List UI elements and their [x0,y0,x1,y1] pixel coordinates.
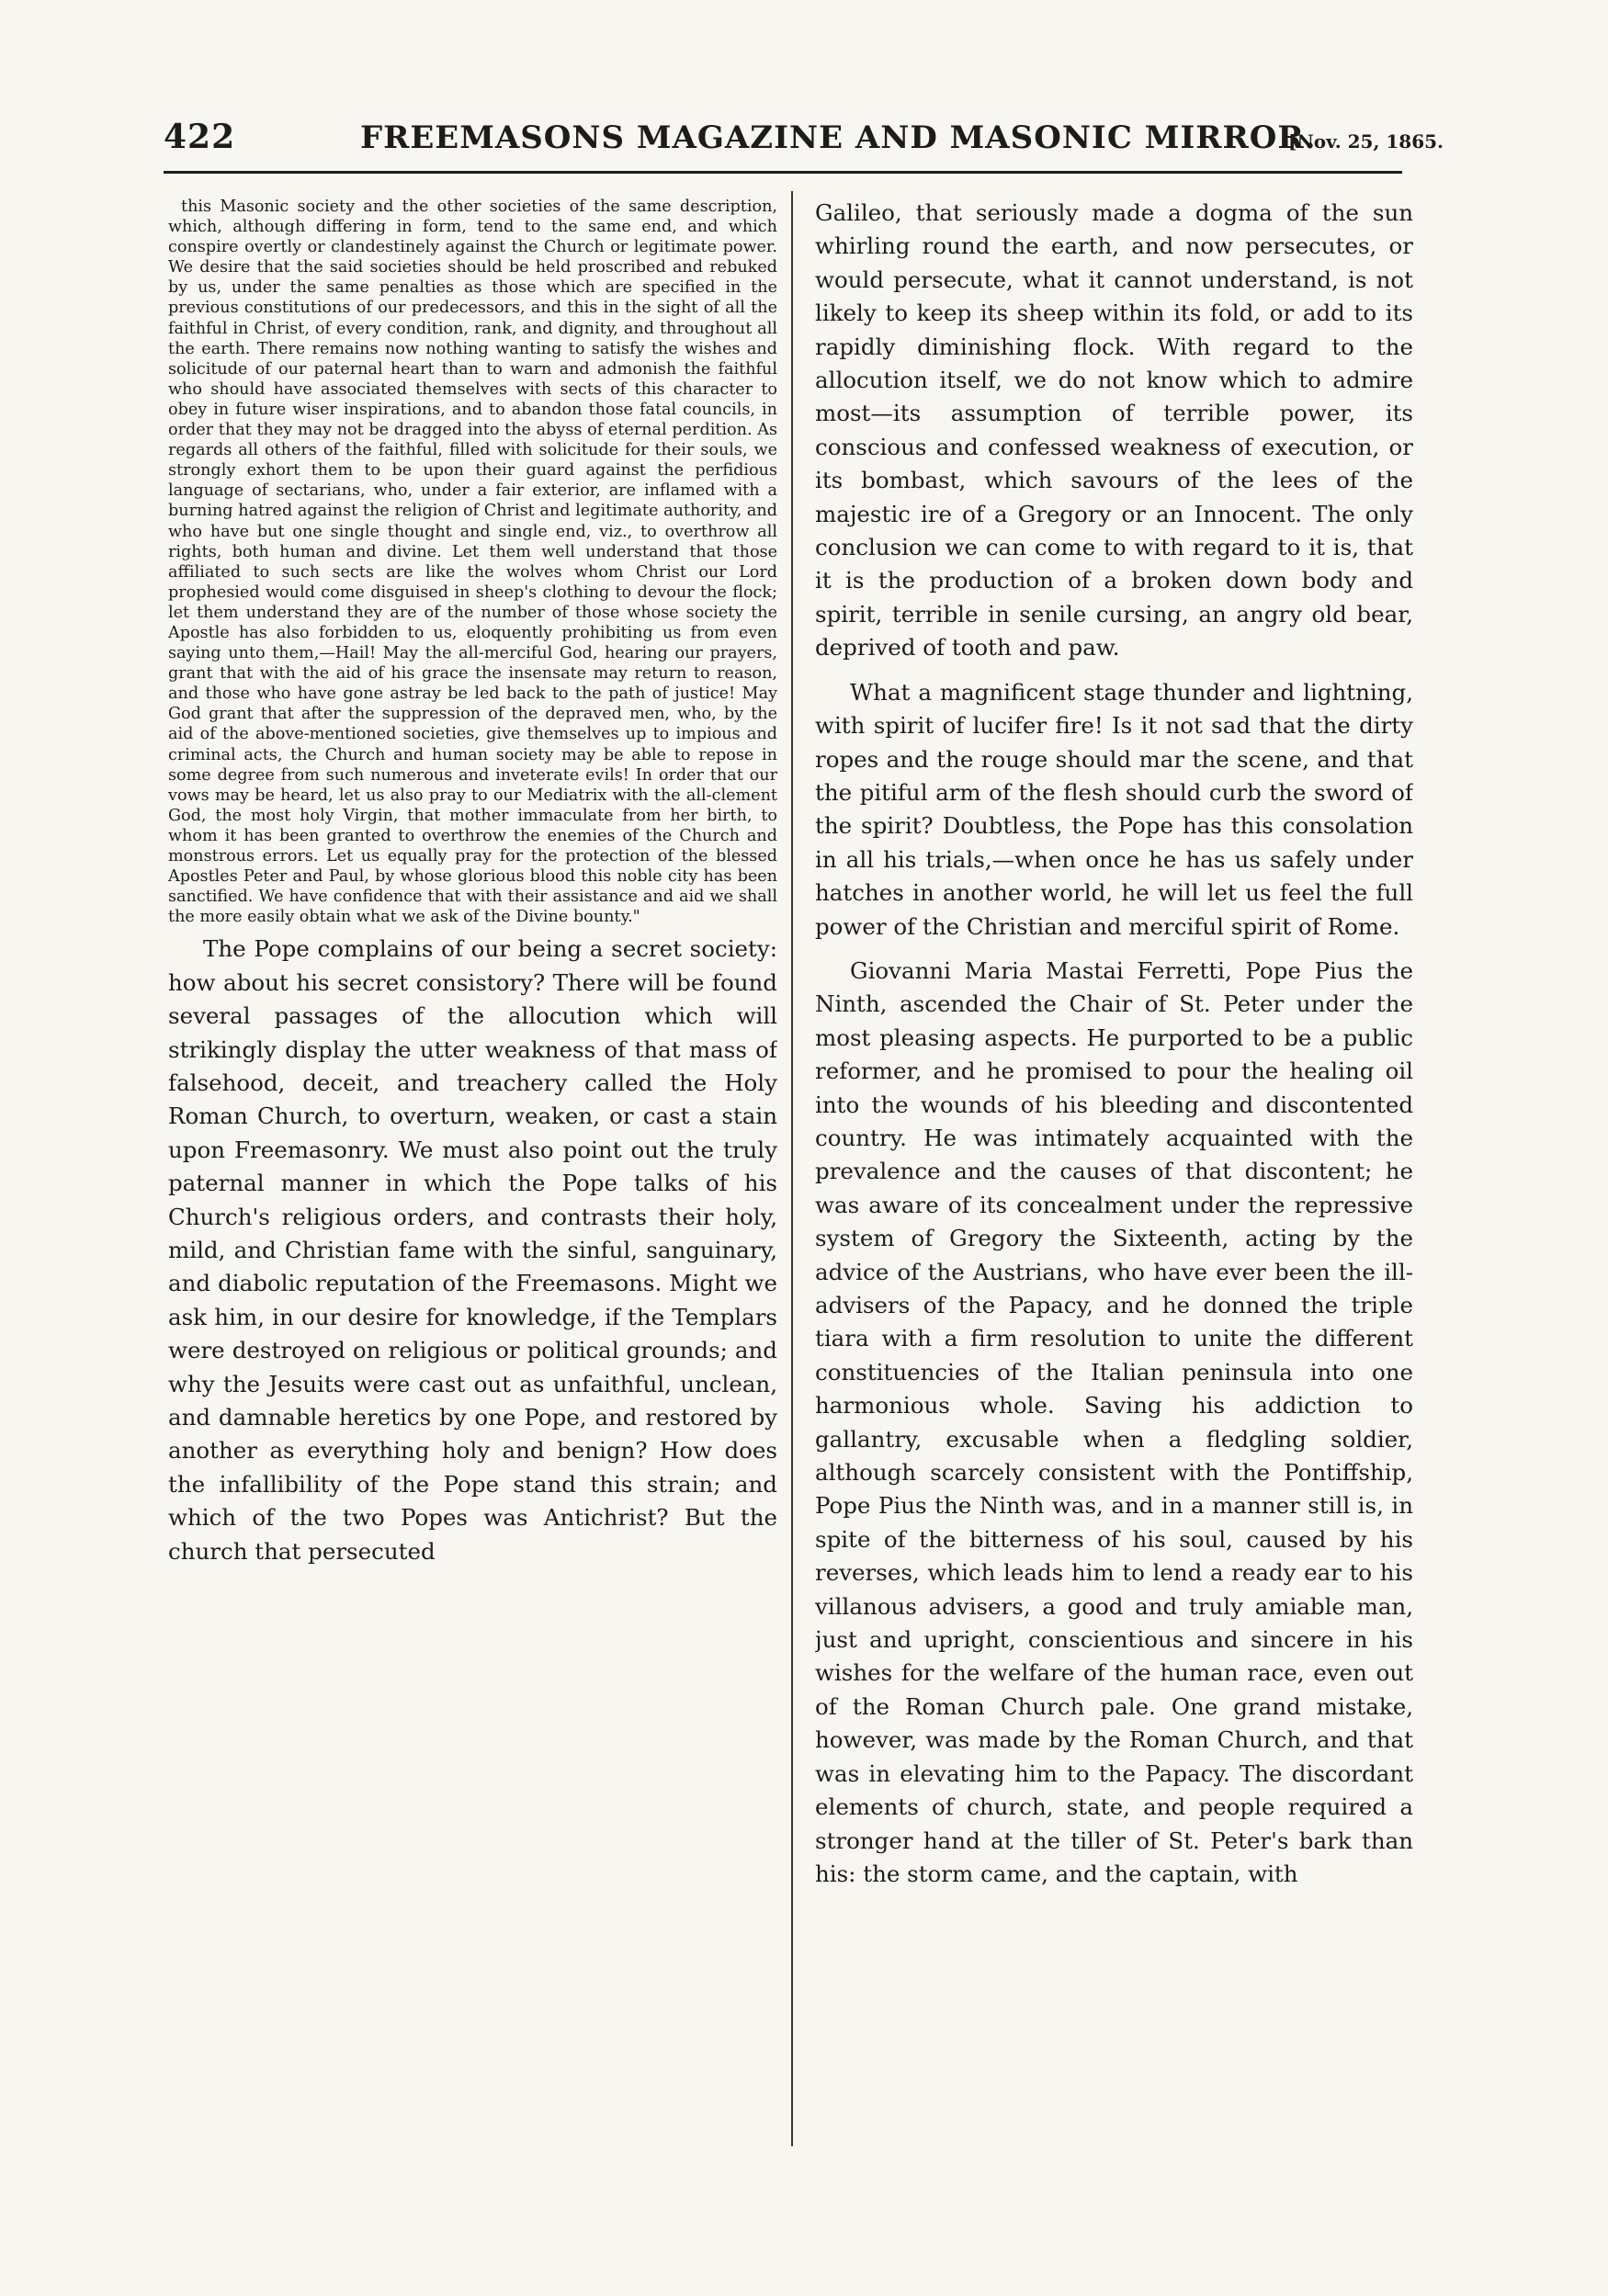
column-rule [791,191,793,2146]
right-paragraph-1: Galileo, that seriously made a dogma of the sun whirling round the earth, and now persecutes, or would persecute, what it cannot understand, is not likely to keep its sheep within its fold, or add to its rapidly diminishing flock. With regard to the allocution itself, we do not know which to admire most—its assumption of terrible power, its conscious and confessed weakness of execution, or its bombast, which savours of the lees of the majestic ire of a Gregory or an Innocent. The only conclusion we can come to with regard to it is, that it is the production of a broken down body and spirit, terrible in senile cursing, an angry old bear, deprived of tooth and paw. [815,199,1413,662]
right-paragraph-3: Giovanni Maria Mastai Ferretti, Pope Pius the Ninth, ascended the Chair of St. Peter under the most pleasing aspects. He purported to be a public reformer, and he promised to pour the healing oil into the wounds of his bleeding and discontented country. He was intimately acquainted with the prevalence and the causes of that discontent; he was aware of its concealment under the repressive system of Gregory the Sixteenth, acting by the advice of the Austrians, who have ever been the ill-advisers of the Papacy, and he donned the triple tiara with a firm resolution to unite the different constituencies of the Italian peninsula into one harmonious whole. Saving his addiction to gallantry, excusable when a fledgling soldier, although scarcely consistent with the Pontiffship, Pope Pius the Ninth was, and in a manner still is, in spite of the bitterness of his soul, caused by his reverses, which leads him to lend a ready ear to his villanous advisers, a good and truly amiable man, just and upright, conscientious and sincere in his wishes for the welfare of the human race, even out of the Roman Church pale. One grand mistake, however, was made by the Roman Church, and that was in elevating him to the Papacy. The discordant elements of church, state, and people required a stronger hand at the tiller of St. Peter's bark than his: the storm came, and the captain, with [815,956,1413,1887]
page-number: 422 [164,118,236,156]
quoted-allocution: this Masonic society and the other societies of the same description, which, although differing in form, tend to the same end, and which conspire overtly or clandestinely against the Church or legitimate power. We desire that the said societies should be held proscribed and rebuked by us, under the same penalties as those which are specified in the previous constitutions of our predecessors, and this in the sight of all the faithful in Christ, of every condition, rank, and dignity, and throughout all the earth. There remains now nothing wanting to satisfy the wishes and solicitude of our paternal heart than to warn and admonish the faithful who should have associated themselves with sects of this character to obey in future wiser inspirations, and to abandon those fatal councils, in order that they may not be dragged into the abyss of eternal perdition. As regards all others of the faithful, filled with solicitude for their souls, we strongly exhort them to be upon their guard against the perfidious language of sectarians, who, under a fair exterior, are inflamed with a burning hatred against the religion of Christ and legitimate authority, and who have but one single thought and single end, viz., to overthrow all rights, both human and divine. Let them well understand that those affiliated to such sects are like the wolves whom Christ our Lord prophesied would come disguised in sheep's clothing to devour the flock; let them understand they are of the number of those whose society the Apostle has also forbidden to us, eloquently prohibiting us from even saying unto them,—Hail! May the all-merciful God, hearing our prayers, grant that with the aid of his grace the insensate may return to reason, and those who have gone astray be led back to the path of justice! May God grant that after the suppression of the depraved men, who, by the aid of the above-mentioned societies, give themselves up to impious and criminal acts, the Church and human society may be able to repose in some degree from such numerous and inveterate evils! In order that our vows may be heard, let us also pray to our Mediatrix with the all-clement God, the most holy Virgin, that mother immaculate from her birth, to whom it has been granted to overthrow the enemies of the Church and monstrous errors. Let us equally pray for the protection of the blessed Apostles Peter and Paul, by whose glorious blood this noble city has been sanctified. We have confidence that with their assistance and aid we shall the more easily obtain what we ask of the Divine bounty." [168,198,777,927]
right-paragraph-2: What a magnificent stage thunder and lightning, with spirit of lucifer fire! Is it not sad that the dirty ropes and the rouge should mar the scene, and that the pitiful arm of the flesh should curb the sword of the spirit? Doubtless, the Pope has this consolation in all his trials,—when once he has us safely under hatches in another world, he will let us feel the full power of the Christian and merciful spirit of Rome. [815,678,1413,940]
issue-date: [Nov. 25, 1865. [1288,130,1444,153]
left-paragraph-1: The Pope complains of our being a secret society: how about his secret consistory? There will be found several passages of the allocution which will strikingly display the utter weakness of that mass of falsehood, deceit, and treachery called the Holy Roman Church, to overturn, weaken, or cast a stain upon Freemasonry. We must also point out the truly paternal manner in which the Pope talks of his Church's religious orders, and contrasts their holy, mild, and Christian fame with the sinful, sanguinary, and diabolic reputation of the Freemasons. Might we ask him, in our desire for knowledge, if the Templars were destroyed on religious or political grounds; and why the Jesuits were cast out as unfaithful, unclean, and damnable heretics by one Pope, and restored by another as everything holy and benign? How does the infallibility of the Pope stand this strain; and which of the two Popes was Antichrist? But the church that persecuted [168,935,777,1565]
masthead-title: FREEMASONS MAGAZINE AND MASONIC MIRROR. [360,119,1317,156]
header-rule [164,171,1402,174]
left-column [168,197,777,2144]
right-column [815,197,1413,2144]
